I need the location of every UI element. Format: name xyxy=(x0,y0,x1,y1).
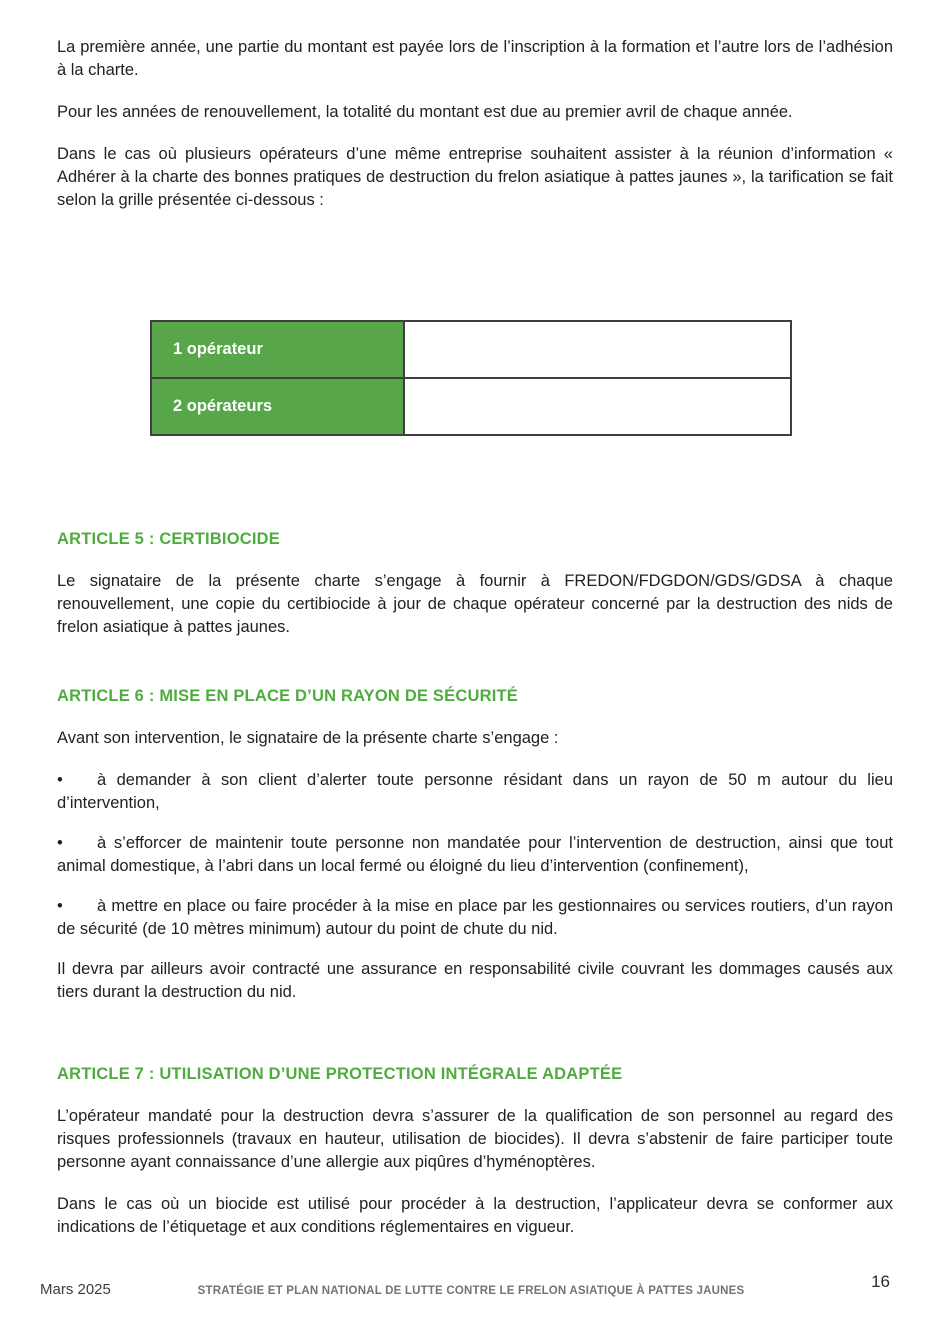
article-6-heading: ARTICLE 6 : MISE EN PLACE D’UN RAYON DE SÉCURITÉ xyxy=(57,687,518,705)
footer-date: Mars 2025 xyxy=(40,1281,111,1298)
pricing-table xyxy=(150,320,792,436)
bullet-marker: • xyxy=(57,897,63,915)
bullet-text: à s’efforcer de maintenir toute personne non mandatée pour l’intervention de destruction, ainsi que tout animal domestique, à l’abri dans un local fermé ou éloigné du lieu d’intervention (confinement), xyxy=(57,834,893,875)
bullet-item-confinement xyxy=(57,832,893,878)
footer-page-number: 16 xyxy=(871,1272,890,1291)
table-row xyxy=(151,378,791,435)
intro-paragraph-2: Pour les années de renouvellement, la totalité du montant est due au premier avril de chaque année. xyxy=(57,103,793,121)
intro-paragraph-1: La première année, une partie du montant est payée lors de l’inscription à la formation et l’autre lors de l’adhésion à la charte. xyxy=(57,38,893,79)
table-cell-operators-1: 1 opérateur xyxy=(151,321,404,378)
bullet-text: à mettre en place ou faire procéder à la mise en place par les gestionnaires ou services routiers, d’un rayon de sécurité (de 10 mètres minimum) autour du point de chute du nid. xyxy=(57,897,893,938)
article-5-heading: ARTICLE 5 : CERTIBIOCIDE xyxy=(57,530,280,548)
bullet-marker: • xyxy=(57,834,63,852)
table-cell-price-2 xyxy=(404,378,791,435)
page-content xyxy=(57,36,893,1258)
article-6-intro: Avant son intervention, le signataire de la présente charte s’engage : xyxy=(57,729,559,747)
table-row xyxy=(151,321,791,378)
article-5-paragraph: Le signataire de la présente charte s’engage à fournir à FREDON/FDGDON/GDS/GDSA à chaque renouvellement, une copie du certibiocide à jour de chaque opérateur concerné par la destruction des nids de frelon asiatique à pattes jaunes. xyxy=(57,572,893,636)
bullet-text: à demander à son client d’alerter toute personne résidant dans un rayon de 50 m autour du lieu d’intervention, xyxy=(57,771,893,812)
bullet-item-security-radius xyxy=(57,895,893,941)
bullet-marker: • xyxy=(57,771,63,789)
table-cell-operators-2: 2 opérateurs xyxy=(151,378,404,435)
footer-document-title: STRATÉGIE ET PLAN NATIONAL DE LUTTE CONTRE LE FRELON ASIATIQUE À PATTES JAUNES xyxy=(197,1285,745,1297)
bullet-item-alert-radius xyxy=(57,769,893,815)
article-7-paragraph-1: L’opérateur mandaté pour la destruction devra s’assurer de la qualification de son personnel au regard des risques professionnels (travaux en hauteur, utilisation de biocides). Il devra s’abstenir de faire participer toute personne ayant connaissance d’une allergie aux piqûres d’hyménoptères. xyxy=(57,1107,893,1171)
article-7-heading: ARTICLE 7 : UTILISATION D’UNE PROTECTION INTÉGRALE ADAPTÉE xyxy=(57,1065,623,1083)
intro-paragraph-3: Dans le cas où plusieurs opérateurs d’une même entreprise souhaitent assister à la réunion d’information « Adhérer à la charte des bonnes pratiques de destruction du frelon asiatique à pattes jaunes », la tarification se fait selon la grille présentée ci-dessous : xyxy=(57,145,893,209)
table-cell-price-1 xyxy=(404,321,791,378)
article-7-paragraph-2: Dans le cas où un biocide est utilisé pour procéder à la destruction, l’applicateur devra se conformer aux indications de l’étiquetage et aux conditions réglementaires en vigueur. xyxy=(57,1195,893,1236)
article-6-closing: Il devra par ailleurs avoir contracté une assurance en responsabilité civile couvrant les dommages causés aux tiers durant la destruction du nid. xyxy=(57,960,893,1001)
spacer xyxy=(57,436,893,528)
spacer xyxy=(57,1023,893,1063)
spacer xyxy=(57,658,893,685)
